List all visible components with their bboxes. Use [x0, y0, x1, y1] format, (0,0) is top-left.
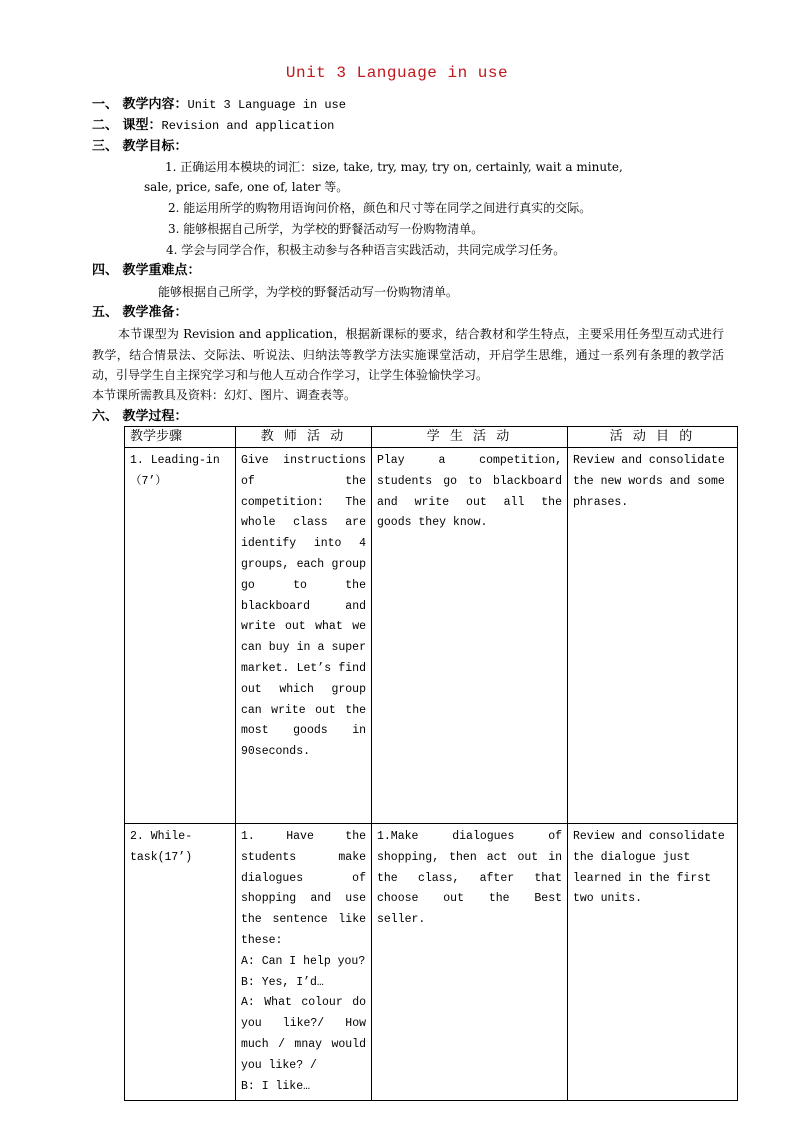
section-key-points	[92, 262, 201, 279]
section-heading: 三、 教学目标：	[92, 139, 188, 154]
section-heading: 四、 教学重难点：	[92, 263, 201, 278]
step-cell: 1. Leading-in（7’）	[125, 448, 236, 824]
objective-item-cont: sale, price, safe, one of, later 等。	[144, 180, 349, 194]
student-cell: 1.Make dialogues of shopping, then act out in the class, after that choose out the Best seller.	[372, 824, 568, 1101]
header-teacher: 教 师 活 动	[236, 427, 372, 448]
objective-item: 1. 正确运用本模块的词汇：size, take, try, may, try on, certainly, wait a minute,	[165, 160, 623, 174]
materials-line: 本节课所需教具及资料：幻灯、图片、调查表等。	[92, 388, 357, 402]
header-student: 学 生 活 动	[372, 427, 568, 448]
teacher-cell: 1. Have the students make dialogues of shopping and use the sentence like these: A: Can I help you? B: Yes, I’d… A: What colour do you like?/ How much / mnay would you like? / B: I like…	[236, 824, 372, 1101]
section-value: Unit 3 Language in use	[187, 98, 346, 112]
process-table	[124, 426, 738, 1101]
table-row	[125, 448, 738, 824]
section-content	[92, 96, 346, 113]
preparation-paragraph: 本节课型为 Revision and application，根据新课标的要求，结合教材和学生特点，主要采用任务型互动式进行教学，结合情景法、交际法、听说法、归纳法等教学方法实施课堂活动，开启学生思维，通过一系列有条理的教学活动，引导学生自主探究学习和与他人互动合作学习，让学生体验愉快学习。	[92, 327, 724, 382]
section-value: Revision and application	[161, 119, 335, 133]
section-heading: 五、 教学准备：	[92, 305, 188, 320]
objective-item: 2. 能运用所学的购物用语询问价格，颜色和尺寸等在同学之间进行真实的交际。	[168, 201, 592, 215]
section-heading: 二、 课型：	[92, 118, 162, 133]
section-type	[92, 117, 334, 134]
header-purpose: 活 动 目 的	[568, 427, 738, 448]
section-process	[92, 408, 188, 425]
section-heading: 一、 教学内容：	[92, 97, 188, 112]
key-points-text: 能够根据自己所学，为学校的野餐活动写一份购物清单。	[158, 285, 459, 299]
purpose-cell: Review and consolidate the dialogue just learned in the first two units.	[568, 824, 738, 1101]
section-heading: 六、 教学过程：	[92, 409, 188, 424]
page-title: Unit 3 Language in use	[285, 64, 509, 82]
objective-item: 3. 能够根据自己所学，为学校的野餐活动写一份购物清单。	[168, 222, 484, 236]
section-objectives	[92, 138, 188, 155]
table-header-row	[125, 427, 738, 448]
table-row	[125, 824, 738, 1101]
objective-item: 4. 学会与同学合作，积极主动参与各种语言实践活动，共同完成学习任务。	[166, 243, 566, 257]
header-step: 教学步骤	[125, 427, 236, 448]
purpose-cell: Review and consolidate the new words and some phrases.	[568, 448, 738, 824]
teacher-cell: Give instructions of the competition: The whole class are identify into 4 groups, each group go to the blackboard and write out what we can buy in a super market. Let’s find out which group can write out the most goods in 90seconds.	[236, 448, 372, 824]
section-preparation	[92, 304, 188, 321]
student-cell: Play a competition, students go to blackboard and write out all the goods they know.	[372, 448, 568, 824]
step-cell: 2. While-task(17’)	[125, 824, 236, 1101]
